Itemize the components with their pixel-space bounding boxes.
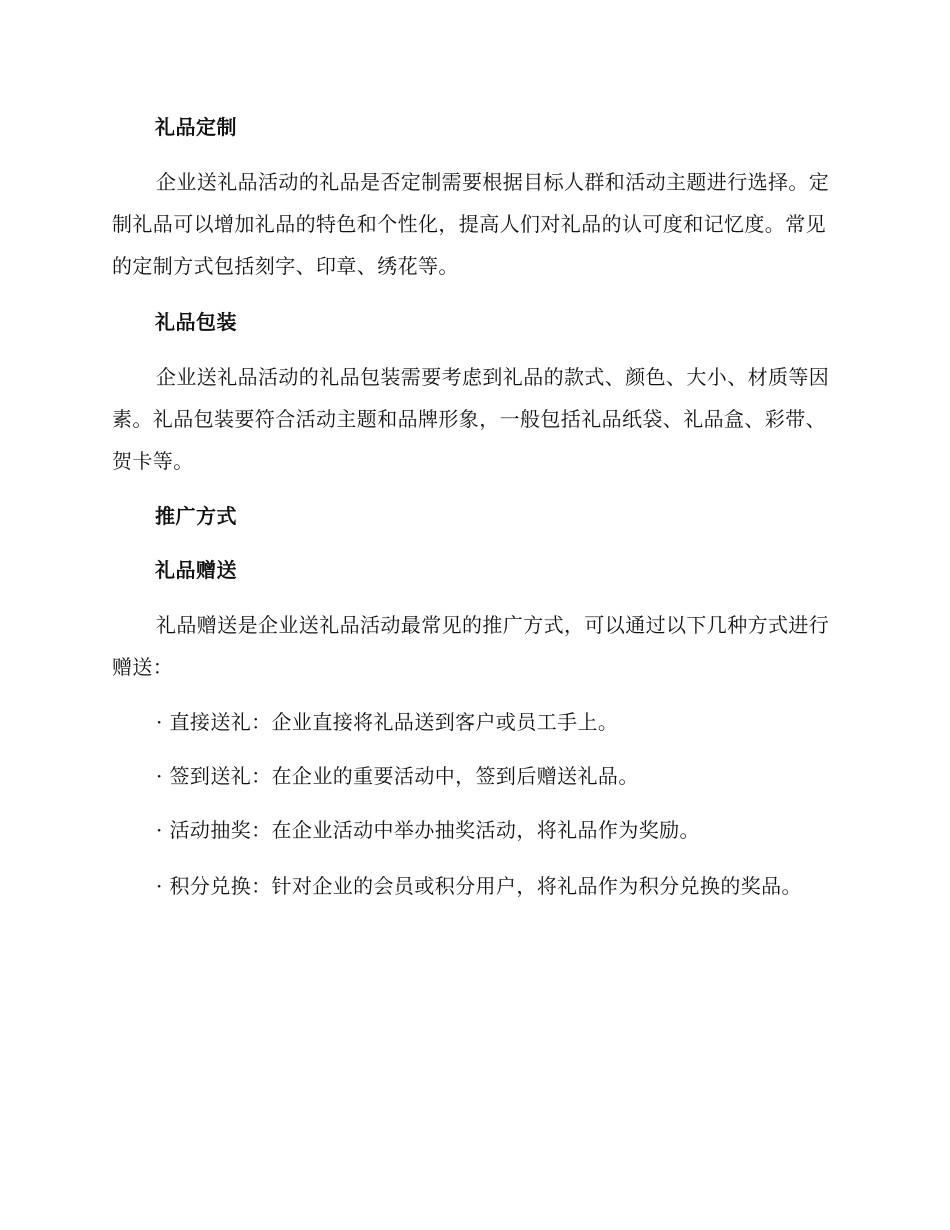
section-heading-gift-packaging: 礼品包装 <box>155 310 237 334</box>
paragraph-gift-giving-intro: 礼品赠送是企业送礼品活动最常见的推广方式，可以通过以下几种方式进行赠送： <box>112 613 830 679</box>
paragraph-gift-customization: 企业送礼品活动的礼品是否定制需要根据目标人群和活动主题进行选择。定制礼品可以增加礼品的特色和个性化，提高人们对礼品的认可度和记忆度。常见的定制方式包括刻字、印章、绣花等。 <box>112 170 830 278</box>
section-heading-promotion-methods: 推广方式 <box>155 504 237 528</box>
list-item-direct-gift: · 直接送礼：企业直接将礼品送到客户或员工手上。 <box>156 710 619 734</box>
section-heading-gift-customization: 礼品定制 <box>155 115 237 139</box>
list-item-points-exchange: · 积分兑换：针对企业的会员或积分用户，将礼品作为积分兑换的奖品。 <box>156 874 802 898</box>
section-heading-gift-giving: 礼品赠送 <box>155 558 237 582</box>
paragraph-gift-packaging: 企业送礼品活动的礼品包装需要考虑到礼品的款式、颜色、大小、材质等因素。礼品包装要符合活动主题和品牌形象，一般包括礼品纸袋、礼品盒、彩带、贺卡等。 <box>112 365 830 473</box>
list-item-lottery: · 活动抽奖：在企业活动中举办抽奖活动，将礼品作为奖励。 <box>156 818 700 842</box>
list-item-checkin-gift: · 签到送礼：在企业的重要活动中，签到后赠送礼品。 <box>156 764 639 788</box>
